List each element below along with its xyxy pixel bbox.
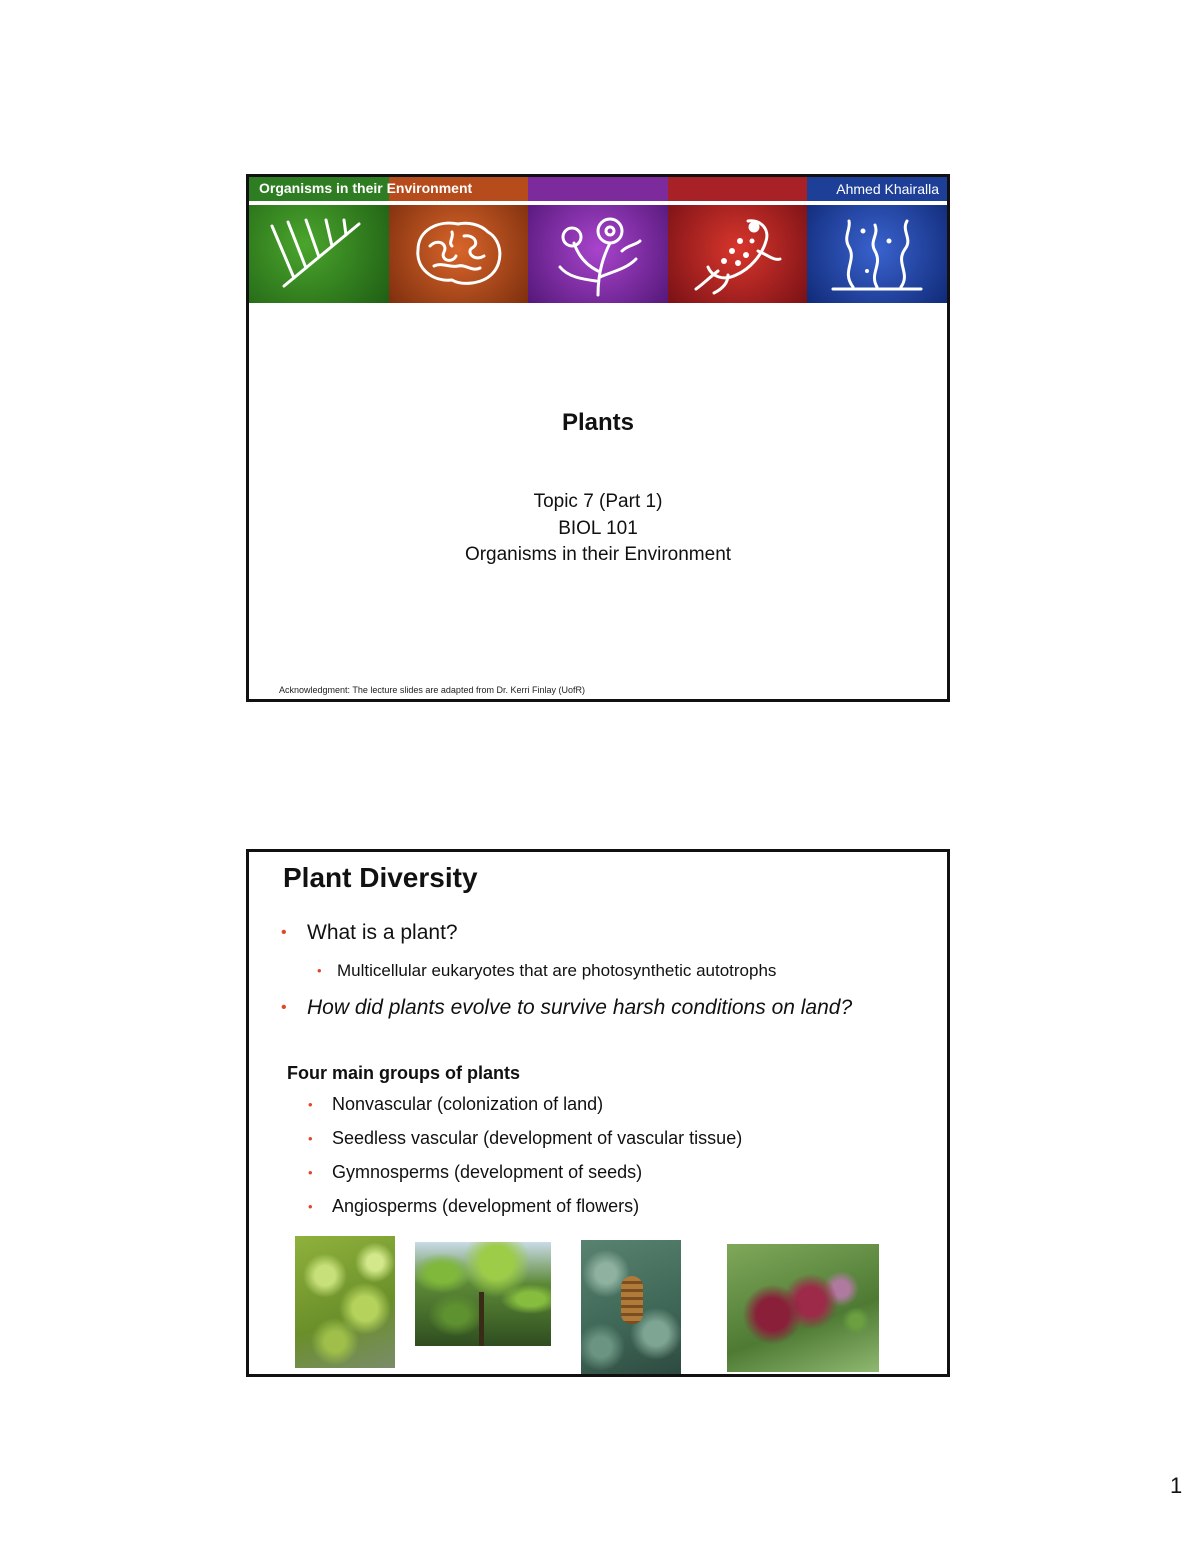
moss-photo — [295, 1236, 395, 1368]
phylogeny-tree-icon — [249, 205, 389, 303]
bullet-text: What is a plant? — [307, 921, 458, 944]
banner-title: Organisms in their Environment — [259, 180, 473, 196]
fern-trunk — [479, 1292, 484, 1346]
bullet-text: Angiosperms (development of flowers) — [332, 1196, 640, 1216]
subtitle-topic: Topic 7 (Part 1) — [533, 491, 663, 512]
slide-title: Plants — [561, 409, 635, 436]
group-item-angiosperms — [308, 1196, 640, 1217]
subtitle-course: BIOL 101 — [558, 518, 638, 539]
bullet-dot: • — [308, 1097, 313, 1112]
bullet-dot: • — [281, 999, 287, 1016]
title-slide — [246, 174, 950, 702]
tree-fern-photo — [415, 1242, 551, 1346]
frog-icon — [668, 205, 808, 303]
seaweed-icon — [807, 205, 947, 303]
bullet-text: Gymnosperms (development of seeds) — [332, 1162, 643, 1182]
bullet-dot: • — [308, 1165, 313, 1180]
orchid-flower-photo — [727, 1244, 879, 1372]
bullet-dot: • — [317, 963, 322, 978]
conifer-cone-photo — [581, 1240, 681, 1374]
sub-bullet-definition — [317, 961, 777, 981]
header-image-tiles — [249, 205, 947, 303]
group-item-gymnosperms — [308, 1162, 643, 1183]
group-item-seedless-vascular — [308, 1128, 743, 1149]
acknowledgment: Acknowledgment: The lecture slides are adapted from Dr. Kerri Finlay (UofR) — [279, 685, 585, 695]
group-item-nonvascular — [308, 1094, 604, 1115]
bullet-text: Multicellular eukaryotes that are photosynthetic autotrophs — [337, 961, 777, 980]
bullet-dot: • — [308, 1131, 313, 1146]
bullet-text: Nonvascular (colonization of land) — [332, 1094, 604, 1114]
bullet-dot: • — [308, 1199, 313, 1214]
groups-heading: Four main groups of plants — [287, 1063, 520, 1083]
pine-cone — [621, 1276, 643, 1324]
bullet-dot: • — [281, 924, 287, 941]
bullet-question-1 — [281, 921, 458, 945]
bullet-text: How did plants evolve to survive harsh conditions on land? — [307, 996, 853, 1019]
flower-icon — [528, 205, 668, 303]
slide-title: Plant Diversity — [283, 862, 478, 893]
subtitle-course-name: Organisms in their Environment — [464, 544, 732, 565]
bullet-question-2 — [281, 996, 853, 1020]
banner-author: Ahmed Khairalla — [836, 181, 939, 197]
plant-diversity-slide — [246, 849, 950, 1377]
brain-icon — [389, 205, 529, 303]
page-number: 1 — [1170, 1473, 1183, 1498]
bullet-text: Seedless vascular (development of vascular tissue) — [332, 1128, 743, 1148]
